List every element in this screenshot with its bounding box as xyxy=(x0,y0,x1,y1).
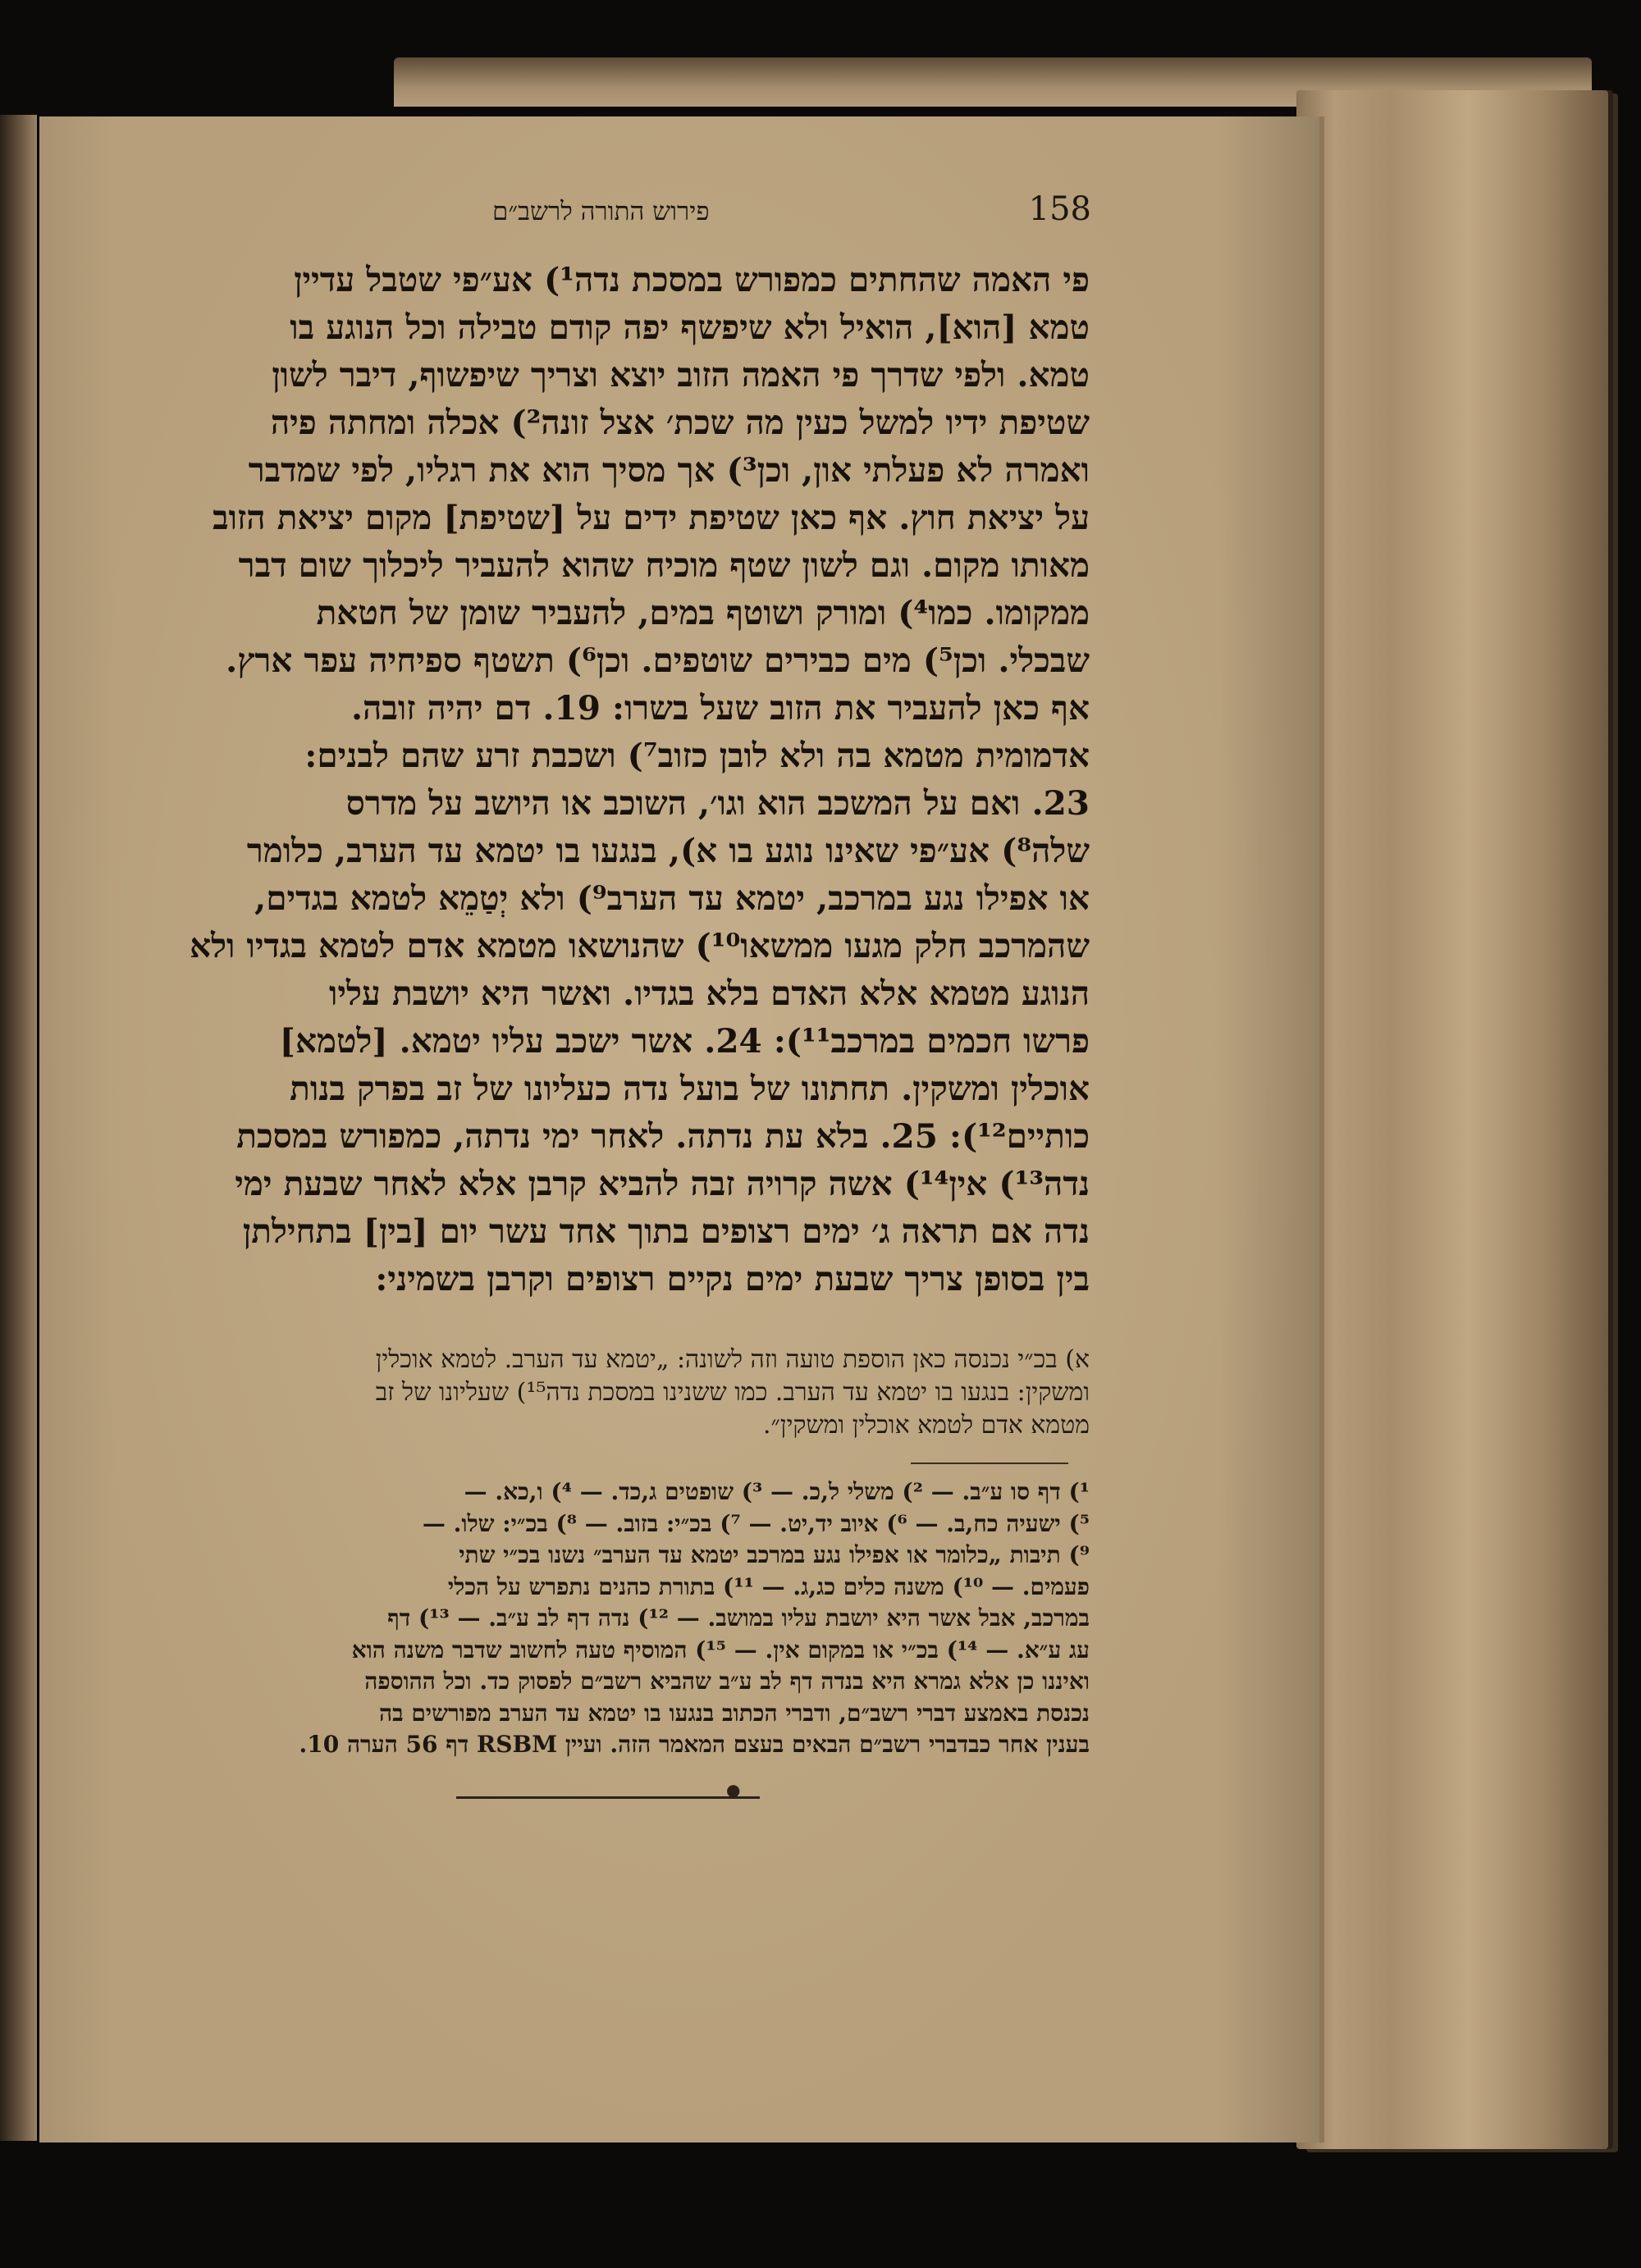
note-line: מטמא אדם לטמא אוכלין ומשקין״. xyxy=(762,1411,1090,1440)
text-line: 23. ואם על המשכב הוא וגו׳, השוכב או היושב על מדרס xyxy=(345,783,1090,823)
text-line: מאותו מקום. וגם לשון שטף מוכיח שהוא להעביר ליכלוך שום דבר xyxy=(238,545,1090,585)
text-line: שטיפת ידיו למשל כעין מה שכת׳ אצל זונה²) אכלה ומחתה פיה xyxy=(270,403,1090,442)
footnote-line: נכנסת באמצע דברי רשב״ם, ודברי הכתוב בנגעו בו יטמא עד הערב מפורשים בה xyxy=(378,1699,1090,1727)
text-line: על יציאת חוץ. אף כאן שטיפת ידים על [שטיפת] מקום יציאת הזוב xyxy=(213,498,1090,537)
footnote-line: ⁵) ישעיה כח,ב. — ⁶) איוב יד,יט. — ⁷) בכ״י: בזוב. — ⁸) בכ״י: שלו. — xyxy=(422,1509,1090,1537)
main-text-block xyxy=(154,256,1090,1303)
text-line: שהמרכב חלק מגעו ממשאו¹⁰) שהנושאו מטמא אדם לטמא בגדיו ולא xyxy=(190,926,1090,965)
footnote-line: ⁹) תיבות „כלומר או אפילו נגע במרכב יטמא עד הערב״ נשנו בכ״י שתי xyxy=(459,1541,1090,1568)
running-title: פירוש התורה לרשב״ם xyxy=(492,197,710,226)
editorial-note xyxy=(154,1344,1090,1442)
footnote-line: פעמים. — ¹⁰) משנה כלים כג,ג. — ¹¹) בתורת כהנים נתפרש על הכלי xyxy=(447,1572,1090,1600)
note-line: א) בכ״י נכנסה כאן הוספת טועה וזה לשונה: „יטמא עד הערב. לטמא אוכלין xyxy=(375,1345,1090,1374)
text-line: אדמומית מטמא בה ולא לובן כזוב⁷) ושכבת זרע שהם לבנים: xyxy=(304,736,1090,775)
page-stack-right xyxy=(1296,90,1608,2149)
footnote-line: ואיננו כן אלא גמרא היא בנדה דף לב ע״ב שהביא רשב״ם לפסוק כד. וכל ההוספה xyxy=(364,1668,1090,1695)
text-line: פי האמה שהחתים כמפורש במסכת נדה¹) אע״פי שטבל עדיין xyxy=(294,260,1090,299)
page-header xyxy=(156,190,1091,248)
text-line: בין בסופן צריך שבעת ימים נקיים רצופים וקרבן בשמיני: xyxy=(375,1259,1090,1298)
footnote-line: בענין אחר כבדברי רשב״ם הבאים בעצם המאמר הזה. ועיין RSBM דף 56 הערה 10. xyxy=(299,1731,1090,1758)
text-line: או אפילו נגע במרכב, יטמא עד הערב⁹) ולא יְטַמֵא לטמא בגדים, xyxy=(254,878,1090,918)
end-ornament-dot: ● xyxy=(726,1780,741,1800)
text-line: ממקומו. כמו⁴) ומורק ושוטף במים, להעביר שומן של חטאת xyxy=(316,593,1090,632)
text-line: שלה⁸) אע״פי שאינו נוגע בו א), בנגעו בו יטמא עד הערב, כלומר xyxy=(246,831,1090,870)
text-line: נדה אם תראה ג׳ ימים רצופים בתוך אחד עשר יום [בין] בתחילתן xyxy=(242,1212,1090,1251)
footnote-line: עג ע״א. — ¹⁴) בכ״י או במקום אין. — ¹⁵) המוסיף טעה לחשוב שדבר משנה הוא xyxy=(351,1636,1090,1663)
text-line: כותיים¹²): 25. בלא עת נדתה. לאחר ימי נדתה, כמפורש במסכת xyxy=(236,1116,1090,1156)
end-rule xyxy=(456,1796,760,1799)
book-left-edge xyxy=(0,115,37,2141)
text-line: ואמרה לא פעלתי און, וכן³) אך מסיך הוא את רגליו, לפי שמדבר xyxy=(248,450,1090,490)
text-line: אוכלין ומשקין. תחתונו של בועל נדה כעליונו של זב בפרק בנות xyxy=(290,1069,1090,1108)
text-line: פרשו חכמים במרכב¹¹): 24. אשר ישכב עליו יטמא. [לטמא] xyxy=(279,1021,1090,1061)
text-line: אף כאן להעביר את הזוב שעל בשרו: 19. דם יהיה זובה. xyxy=(350,688,1090,728)
text-line: נדה¹³) אין¹⁴) אשה קרויה זבה להביא קרבן אלא לאחר שבעת ימי xyxy=(235,1164,1090,1203)
text-line: הנוגע מטמא אלא האדם בלא בגדיו. ואשר היא יושבת עליו xyxy=(329,974,1090,1013)
note-line: ומשקין: בנגעו בו יטמא עד הערב. כמו ששנינו במסכת נדה¹⁵) שעליונו של זב xyxy=(375,1378,1090,1407)
footnote-line: במרכב, אבל אשר היא יושבת עליו במושב. — ¹²) נדה דף לב ע״ב. — ¹³) דף xyxy=(387,1604,1090,1631)
footnote-line: ¹) דף סו ע״ב. — ²) משלי ל,כ. — ³) שופטים ג,כד. — ⁴) ו,כא. — xyxy=(464,1478,1090,1505)
text-line: טמא [הוא], הואיל ולא שיפשף יפה קודם טבילה וכל הנוגע בו xyxy=(290,308,1090,347)
footnotes-block xyxy=(154,1476,1090,1761)
text-line: שבכלי. וכן⁵) מים כבירים שוטפים. וכן⁶) תשטף ספיחיה עפר ארץ. xyxy=(226,641,1090,680)
page-number: 158 xyxy=(1028,190,1091,228)
text-line: טמא. ולפי שדרך פי האמה הזוב יוצא וצריך שיפשוף, דיבר לשון xyxy=(272,355,1090,395)
footnote-divider xyxy=(911,1463,1068,1464)
